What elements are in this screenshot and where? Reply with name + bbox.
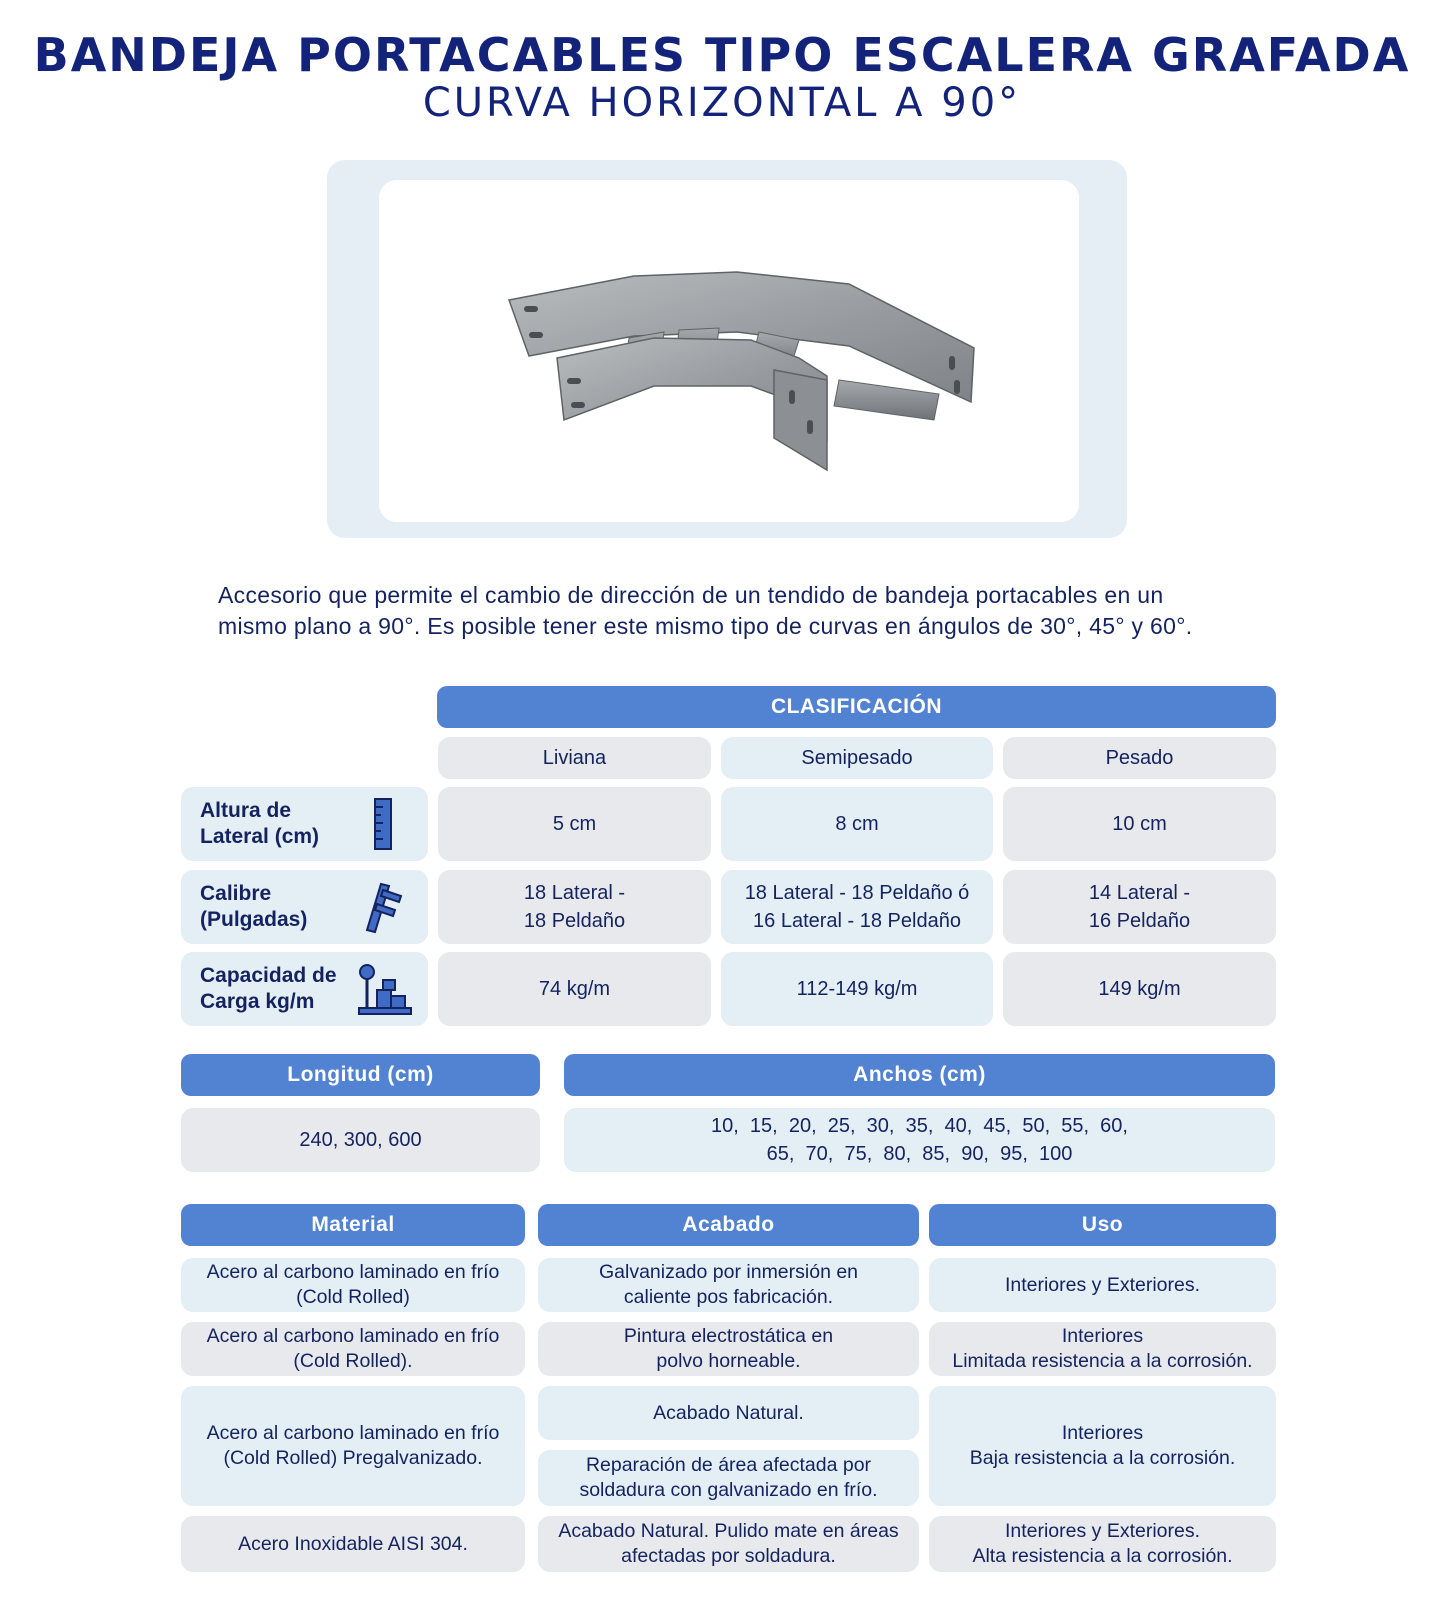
- length-value: 240, 300, 600: [181, 1108, 540, 1172]
- material-row-1: Acero al carbono laminado en frío (Cold Rolled): [181, 1258, 525, 1312]
- use-row-2: Interiores Limitada resistencia a la corrosión.: [929, 1322, 1276, 1376]
- altura-semipesado: 8 cm: [721, 787, 993, 861]
- widths-header: Anchos (cm): [564, 1054, 1275, 1096]
- row-label-calibre: Calibre (Pulgadas): [181, 870, 428, 944]
- capacidad-liviana: 74 kg/m: [438, 952, 711, 1026]
- widths-value: 10, 15, 20, 25, 30, 35, 40, 45, 50, 55, 60, 65, 70, 75, 80, 85, 90, 95, 100: [564, 1108, 1275, 1172]
- use-row-1: Interiores y Exteriores.: [929, 1258, 1276, 1312]
- product-description: Accesorio que permite el cambio de dirección de un tendido de bandeja portacables en un mismo plano a 90°. Es posible tener este mismo tipo de curvas en ángulos de 30°, 45° y 60°.: [218, 582, 1193, 639]
- product-image-panel: [379, 180, 1079, 522]
- row-label-altura: Altura de Lateral (cm): [181, 787, 428, 861]
- finish-row-3b: Reparación de área afectada por soldadura con galvanizado en frío.: [538, 1450, 919, 1506]
- calibre-semipesado: 18 Lateral - 18 Peldaño ó 16 Lateral - 18 Peldaño: [721, 870, 993, 944]
- altura-pesado: 10 cm: [1003, 787, 1276, 861]
- column-liviana: Liviana: [438, 737, 711, 779]
- calibre-pesado: 14 Lateral - 16 Peldaño: [1003, 870, 1276, 944]
- classification-header: CLASIFICACIÓN: [437, 686, 1276, 728]
- finish-header: Acabado: [538, 1204, 919, 1246]
- altura-liviana: 5 cm: [438, 787, 711, 861]
- use-row-3: Interiores Baja resistencia a la corrosión.: [929, 1386, 1276, 1506]
- finish-row-1: Galvanizado por inmersión en caliente pos fabricación.: [538, 1258, 919, 1312]
- use-row-4: Interiores y Exteriores. Alta resistencia a la corrosión.: [929, 1516, 1276, 1572]
- finish-row-4: Acabado Natural. Pulido mate en áreas afectadas por soldadura.: [538, 1516, 919, 1572]
- scale-icon: [357, 962, 413, 1018]
- use-header: Uso: [929, 1204, 1276, 1246]
- column-semipesado: Semipesado: [721, 737, 993, 779]
- material-row-3: Acero al carbono laminado en frío (Cold Rolled) Pregalvanizado.: [181, 1386, 525, 1506]
- page-subtitle: CURVA HORIZONTAL A 90°: [422, 80, 1022, 126]
- capacidad-semipesado: 112-149 kg/m: [721, 952, 993, 1026]
- page-title: BANDEJA PORTACABLES TIPO ESCALERA GRAFADA: [33, 28, 1411, 82]
- capacidad-pesado: 149 kg/m: [1003, 952, 1276, 1026]
- material-header: Material: [181, 1204, 525, 1246]
- finish-row-2: Pintura electrostática en polvo horneable.: [538, 1322, 919, 1376]
- row-label-capacidad: Capacidad de Carga kg/m: [181, 952, 428, 1026]
- column-pesado: Pesado: [1003, 737, 1276, 779]
- finish-row-3a: Acabado Natural.: [538, 1386, 919, 1440]
- material-row-2: Acero al carbono laminado en frío (Cold Rolled).: [181, 1322, 525, 1376]
- length-header: Longitud (cm): [181, 1054, 540, 1096]
- caliper-icon: [363, 882, 403, 934]
- material-row-4: Acero Inoxidable AISI 304.: [181, 1516, 525, 1572]
- cable-tray-90-curve-icon: [379, 180, 1079, 522]
- calibre-liviana: 18 Lateral - 18 Peldaño: [438, 870, 711, 944]
- ruler-icon: [373, 797, 395, 851]
